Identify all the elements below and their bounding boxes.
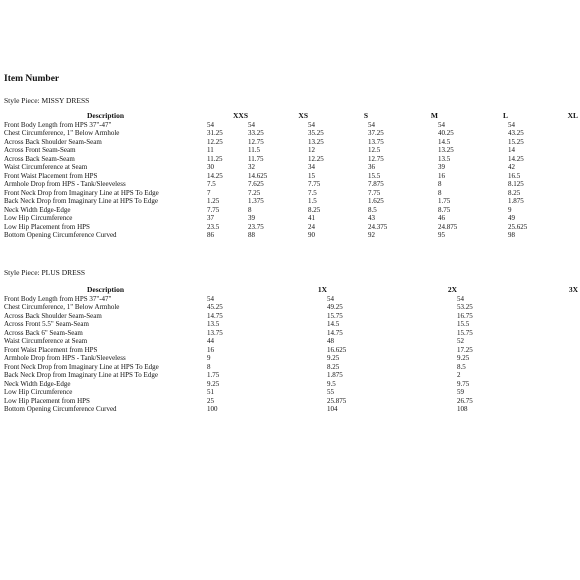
measurement-cell: 11.75: [248, 154, 264, 163]
missy-size-header: M: [430, 112, 438, 120]
measurement-cell: 7: [207, 188, 211, 197]
measurement-cell: 36: [368, 163, 375, 171]
table-row: [4, 197, 578, 206]
measurement-cell: 24.375: [368, 222, 388, 231]
measurement-cell: 13.25: [308, 137, 324, 146]
measurement-cell: 54: [248, 120, 255, 129]
measurement-cell: 55: [327, 388, 334, 396]
measurement-cell: 49: [508, 214, 515, 222]
measurement-cell: 16.5: [508, 171, 521, 180]
measurement-cell: 9.25: [457, 354, 470, 362]
measurement-cell: 12.75: [248, 137, 264, 146]
measurement-cell: 8: [248, 205, 252, 214]
measurement-cell: 15.25: [508, 137, 524, 146]
measurement-cell: 1.375: [248, 197, 264, 205]
table-row: [4, 346, 578, 355]
row-description: Low Hip Circumference: [4, 388, 73, 396]
plus-style-label: Style Piece: PLUS DRESS: [4, 268, 86, 277]
measurement-cell: 25: [207, 396, 214, 405]
measurement-cell: 8.25: [327, 362, 340, 371]
plus-description-header: Description: [86, 286, 125, 294]
plus-size-header: 3X: [568, 286, 578, 294]
measurement-cell: 9.5: [327, 379, 336, 388]
measurement-cell: 9.75: [457, 379, 470, 388]
table-row: [4, 320, 578, 329]
measurement-cell: 54: [368, 120, 375, 129]
measurement-cell: 7.875: [368, 180, 384, 188]
measurement-cell: 16.625: [327, 345, 347, 354]
measurement-cell: 42: [508, 163, 515, 171]
measurement-cell: 48: [327, 337, 334, 345]
table-row: [4, 129, 578, 138]
measurement-cell: 44: [207, 337, 214, 345]
row-description: Neck Width Edge-Edge: [4, 379, 71, 388]
measurement-cell: 8.125: [508, 180, 524, 188]
measurement-cell: 1.25: [207, 197, 220, 205]
row-description: Across Back Shoulder Seam-Seam: [4, 137, 102, 146]
row-description: Low Hip Circumference: [4, 214, 73, 222]
missy-size-header: L: [502, 112, 508, 120]
measurement-cell: 9.25: [327, 354, 340, 362]
measurement-cell: 37.25: [368, 129, 384, 137]
measurement-cell: 8.75: [438, 205, 451, 214]
measurement-cell: 43.25: [508, 129, 524, 137]
measurement-cell: 108: [457, 405, 468, 413]
measurement-cell: 13.75: [368, 137, 384, 146]
table-row: [4, 371, 578, 380]
measurement-cell: 25.875: [327, 396, 347, 405]
table-row: [4, 172, 578, 181]
row-description: Low Hip Placement from HPS: [4, 222, 90, 231]
measurement-cell: 51: [207, 388, 214, 396]
measurement-cell: 14.75: [207, 311, 223, 320]
row-description: Back Neck Drop from Imaginary Line at HPS To Edge: [4, 197, 158, 205]
measurement-cell: 39: [248, 214, 255, 222]
measurement-cell: 12.75: [368, 154, 384, 163]
table-row: [4, 121, 578, 130]
table-row: [4, 388, 578, 397]
row-description: Front Neck Drop from Imaginary Line at HPS To Edge: [4, 188, 159, 197]
measurement-cell: 24: [308, 222, 315, 231]
measurement-cell: 16.75: [457, 311, 473, 320]
table-row: [4, 363, 578, 372]
table-row: [4, 155, 578, 164]
plus-size-header: 2X: [447, 286, 457, 294]
measurement-cell: 46: [438, 214, 445, 222]
measurement-cell: 15.5: [457, 320, 470, 328]
missy-header-row: [4, 112, 578, 121]
measurement-cell: 2: [457, 371, 461, 379]
table-row: [4, 303, 578, 312]
measurement-cell: 11.5: [248, 146, 260, 154]
measurement-cell: 12.5: [368, 146, 381, 154]
measurement-cell: 7.75: [368, 188, 381, 197]
measurement-cell: 7.75: [207, 205, 220, 214]
measurement-cell: 7.25: [248, 188, 261, 197]
measurement-cell: 1.75: [438, 197, 451, 205]
plus-header-row: [4, 286, 578, 295]
measurement-cell: 35.25: [308, 129, 324, 137]
measurement-cell: 17.25: [457, 345, 473, 354]
measurement-cell: 54: [308, 120, 315, 129]
row-description: Across Front 5.5" Seam-Seam: [4, 320, 89, 328]
measurement-cell: 39: [438, 163, 445, 171]
measurement-cell: 13.25: [438, 146, 454, 154]
measurement-cell: 25.625: [508, 222, 528, 231]
measurement-cell: 98: [508, 231, 515, 239]
measurement-cell: 52: [457, 337, 464, 345]
measurement-cell: 15.5: [368, 171, 381, 180]
table-row: [4, 312, 578, 321]
measurement-cell: 26.75: [457, 396, 473, 405]
row-description: Chest Circumference, 1" Below Armhole: [4, 303, 120, 311]
measurement-cell: 12: [308, 146, 315, 154]
row-description: Back Neck Drop from Imaginary Line at HPS To Edge: [4, 371, 158, 379]
measurement-cell: 8.25: [308, 205, 321, 214]
row-description: Front Waist Placement from HPS: [4, 171, 98, 180]
measurement-cell: 53.25: [457, 303, 473, 311]
measurement-cell: 11: [207, 146, 214, 154]
row-description: Armhole Drop from HPS - Tank/Sleeveless: [4, 354, 126, 362]
measurement-cell: 40.25: [438, 129, 454, 137]
measurement-cell: 95: [438, 231, 445, 239]
measurement-cell: 86: [207, 231, 214, 239]
measurement-cell: 104: [327, 405, 338, 413]
row-description: Chest Circumference, 1" Below Armhole: [4, 129, 120, 137]
measurement-cell: 1.875: [327, 371, 343, 379]
measurement-cell: 54: [508, 120, 515, 129]
measurement-cell: 33.25: [248, 129, 264, 137]
table-row: [4, 397, 578, 406]
measurement-cell: 13.5: [438, 154, 451, 163]
row-description: Bottom Opening Circumference Curved: [4, 405, 117, 413]
measurement-cell: 45.25: [207, 303, 223, 311]
measurement-cell: 54: [457, 294, 464, 303]
measurement-cell: 14: [508, 146, 515, 154]
table-row: [4, 231, 578, 240]
measurement-cell: 9.25: [207, 379, 220, 388]
measurement-cell: 13.75: [207, 328, 223, 337]
measurement-cell: 12.25: [207, 137, 223, 146]
row-description: Armhole Drop from HPS - Tank/Sleeveless: [4, 180, 126, 188]
measurement-cell: 54: [438, 120, 445, 129]
measurement-cell: 8: [207, 362, 211, 371]
measurement-cell: 14.5: [438, 137, 451, 146]
table-row: [4, 337, 578, 346]
row-description: Neck Width Edge-Edge: [4, 205, 71, 214]
measurement-cell: 23.5: [207, 222, 220, 231]
measurement-cell: 9: [207, 354, 211, 362]
row-description: Front Body Length from HPS 37"-47": [4, 294, 112, 303]
table-row: [4, 163, 578, 172]
measurement-cell: 23.75: [248, 222, 264, 231]
row-description: Low Hip Placement from HPS: [4, 396, 90, 405]
table-row: [4, 214, 578, 223]
measurement-cell: 16: [207, 345, 214, 354]
measurement-cell: 1.625: [368, 197, 384, 205]
measurement-cell: 8: [438, 180, 442, 188]
plus-spec-table: [4, 286, 578, 414]
measurement-cell: 14.25: [508, 154, 524, 163]
table-row: [4, 405, 578, 414]
measurement-cell: 43: [368, 214, 375, 222]
measurement-cell: 54: [207, 120, 214, 129]
row-description: Across Back Seam-Seam: [4, 154, 75, 163]
measurement-cell: 15: [308, 171, 315, 180]
measurement-cell: 16: [438, 171, 445, 180]
table-row: [4, 146, 578, 155]
measurement-cell: 13.5: [207, 320, 220, 328]
missy-description-header: Description: [86, 112, 125, 120]
measurement-cell: 14.25: [207, 171, 223, 180]
measurement-cell: 8.5: [368, 205, 377, 214]
measurement-cell: 24.875: [438, 222, 458, 231]
table-row: [4, 329, 578, 338]
row-description: Across Front Seam-Seam: [4, 146, 76, 154]
row-description: Bottom Opening Circumference Curved: [4, 231, 117, 239]
item-number-title: Item Number: [4, 74, 60, 84]
measurement-cell: 59: [457, 388, 464, 396]
measurement-cell: 7.75: [308, 180, 321, 188]
measurement-cell: 37: [207, 214, 214, 222]
missy-style-label: Style Piece: MISSY DRESS: [4, 96, 90, 105]
measurement-cell: 88: [248, 231, 255, 239]
measurement-cell: 12.25: [308, 154, 324, 163]
table-row: [4, 138, 578, 147]
measurement-cell: 7.5: [308, 188, 317, 197]
measurement-cell: 14.75: [327, 328, 343, 337]
measurement-cell: 54: [327, 294, 334, 303]
missy-spec-table: [4, 112, 578, 240]
measurement-cell: 49.25: [327, 303, 343, 311]
measurement-cell: 90: [308, 231, 315, 239]
table-row: [4, 354, 578, 363]
table-row: [4, 223, 578, 232]
missy-size-header: XS: [298, 112, 308, 120]
measurement-cell: 100: [207, 405, 218, 413]
measurement-cell: 54: [207, 294, 214, 303]
measurement-cell: 9: [508, 205, 512, 214]
measurement-cell: 15.75: [457, 328, 473, 337]
table-row: [4, 180, 578, 189]
row-description: Waist Circumference at Seam: [4, 163, 88, 171]
measurement-cell: 15.75: [327, 311, 343, 320]
table-row: [4, 206, 578, 215]
measurement-cell: 7.5: [207, 180, 216, 188]
row-description: Front Body Length from HPS 37"-47": [4, 120, 112, 129]
missy-size-header: XXS: [232, 112, 248, 120]
measurement-cell: 41: [308, 214, 315, 222]
missy-size-header: XL: [567, 112, 578, 120]
table-row: [4, 189, 578, 198]
row-description: Waist Circumference at Seam: [4, 337, 88, 345]
missy-size-header: S: [363, 112, 368, 120]
measurement-cell: 31.25: [207, 129, 223, 137]
measurement-cell: 30: [207, 163, 214, 171]
measurement-cell: 8: [438, 188, 442, 197]
measurement-cell: 14.5: [327, 320, 340, 328]
measurement-cell: 1.75: [207, 371, 220, 379]
measurement-cell: 11.25: [207, 154, 223, 163]
measurement-cell: 32: [248, 163, 255, 171]
measurement-cell: 1.5: [308, 197, 317, 205]
row-description: Across Back 6" Seam-Seam: [4, 328, 83, 337]
row-description: Front Neck Drop from Imaginary Line at HPS To Edge: [4, 362, 159, 371]
measurement-cell: 14.625: [248, 171, 268, 180]
row-description: Front Waist Placement from HPS: [4, 345, 98, 354]
measurement-cell: 8.5: [457, 362, 466, 371]
plus-size-header: 1X: [317, 286, 327, 294]
measurement-cell: 92: [368, 231, 375, 239]
measurement-cell: 34: [308, 163, 315, 171]
table-row: [4, 295, 578, 304]
row-description: Across Back Shoulder Seam-Seam: [4, 311, 102, 320]
measurement-cell: 8.25: [508, 188, 521, 197]
measurement-cell: 7.625: [248, 180, 264, 188]
measurement-cell: 1.875: [508, 197, 524, 205]
table-row: [4, 380, 578, 389]
